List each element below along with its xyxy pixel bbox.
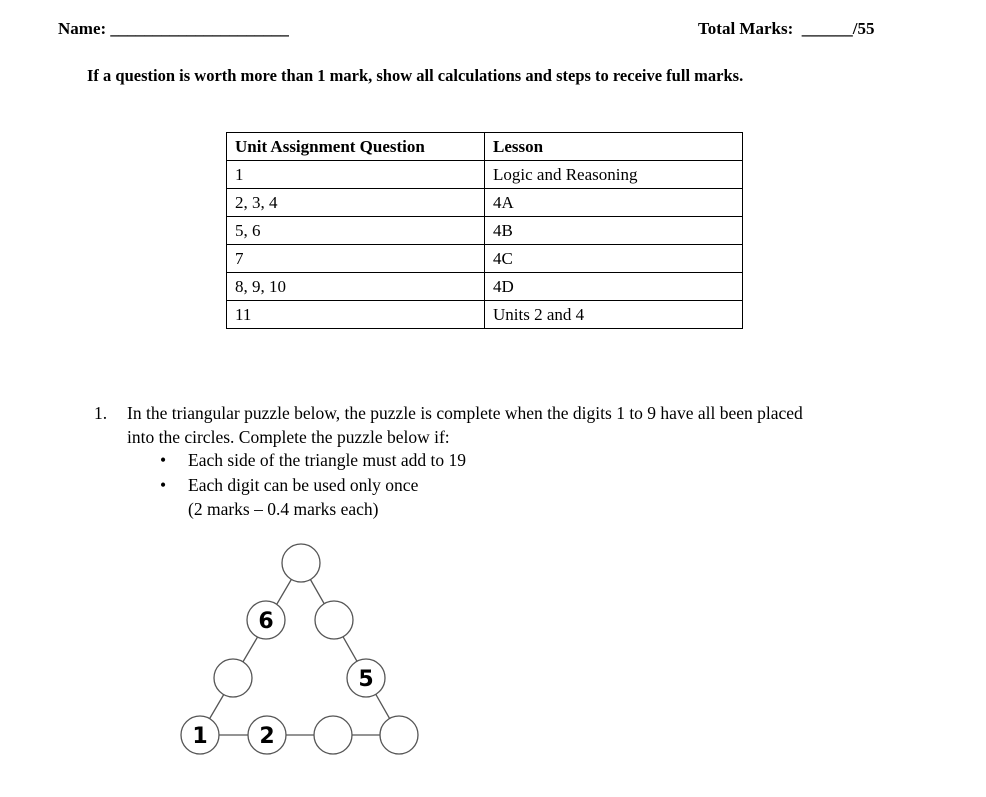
instruction-text: If a question is worth more than 1 mark, show all calculations and steps to receive full marks.: [87, 66, 744, 85]
table-header-row: [227, 133, 743, 161]
table-cell-lesson: 4D: [485, 273, 743, 301]
puzzle-circle-bottom-2[interactable]: [248, 716, 286, 754]
table-cell-question: 11: [227, 301, 485, 329]
total-marks-field: [698, 19, 874, 39]
total-marks-blank[interactable]: ______/55: [801, 19, 875, 38]
table-row: [227, 217, 743, 245]
puzzle-digit: 1: [192, 724, 208, 749]
puzzle-circle-left-upper[interactable]: [247, 601, 285, 639]
table-header-question: Unit Assignment Question: [227, 133, 485, 161]
question-line-2: into the circles. Complete the puzzle below if:: [127, 426, 450, 447]
puzzle-circle-bottom-left-corner[interactable]: [181, 716, 219, 754]
table-cell-question: 2, 3, 4: [227, 189, 485, 217]
triangle-edges: [200, 563, 399, 735]
bullet-text: Each digit can be used only once: [188, 475, 419, 495]
bullet-icon: •: [160, 450, 167, 470]
table-cell-question: 8, 9, 10: [227, 273, 485, 301]
puzzle-digit: 5: [358, 667, 374, 692]
table-cell-lesson: Logic and Reasoning: [485, 161, 743, 189]
table-cell-lesson: 4A: [485, 189, 743, 217]
puzzle-circle-shape[interactable]: [314, 716, 352, 754]
puzzle-circle-top[interactable]: [282, 544, 320, 582]
triangle-puzzle: [170, 535, 430, 765]
table-cell-lesson: Units 2 and 4: [485, 301, 743, 329]
table-row: [227, 189, 743, 217]
lesson-table: [226, 132, 743, 329]
puzzle-circle-left-lower[interactable]: [214, 659, 252, 697]
table-row: [227, 301, 743, 329]
puzzle-circle-bottom-3[interactable]: [314, 716, 352, 754]
marks-note: (2 marks – 0.4 marks each): [188, 499, 379, 519]
bullet-icon: •: [160, 475, 167, 495]
bullet-text: Each side of the triangle must add to 19: [188, 450, 466, 470]
puzzle-digit: 6: [258, 609, 274, 634]
table-cell-question: 7: [227, 245, 485, 273]
table-cell-question: 1: [227, 161, 485, 189]
table-row: [227, 245, 743, 273]
question-body: [127, 402, 917, 449]
table-header-lesson: Lesson: [485, 133, 743, 161]
puzzle-circle-shape[interactable]: [315, 601, 353, 639]
total-marks-label: Total Marks:: [698, 19, 794, 38]
puzzle-circle-right-upper[interactable]: [315, 601, 353, 639]
puzzle-circle-right-lower[interactable]: [347, 659, 385, 697]
puzzle-circle-bottom-right-corner[interactable]: [380, 716, 418, 754]
puzzle-circle-shape[interactable]: [380, 716, 418, 754]
question-number: 1.: [94, 403, 108, 423]
table-cell-lesson: 4B: [485, 217, 743, 245]
table-row: [227, 161, 743, 189]
puzzle-circles: [181, 544, 418, 754]
puzzle-digit: 2: [259, 724, 275, 749]
table-cell-lesson: 4C: [485, 245, 743, 273]
name-field: [58, 19, 289, 39]
table-cell-question: 5, 6: [227, 217, 485, 245]
question-line-1: In the triangular puzzle below, the puzzle is complete when the digits 1 to 9 have all been placed: [127, 403, 803, 423]
table-row: [227, 273, 743, 301]
name-blank[interactable]: _____________________: [110, 19, 289, 38]
name-label: Name:: [58, 19, 107, 38]
puzzle-circle-shape[interactable]: [282, 544, 320, 582]
puzzle-circle-shape[interactable]: [214, 659, 252, 697]
